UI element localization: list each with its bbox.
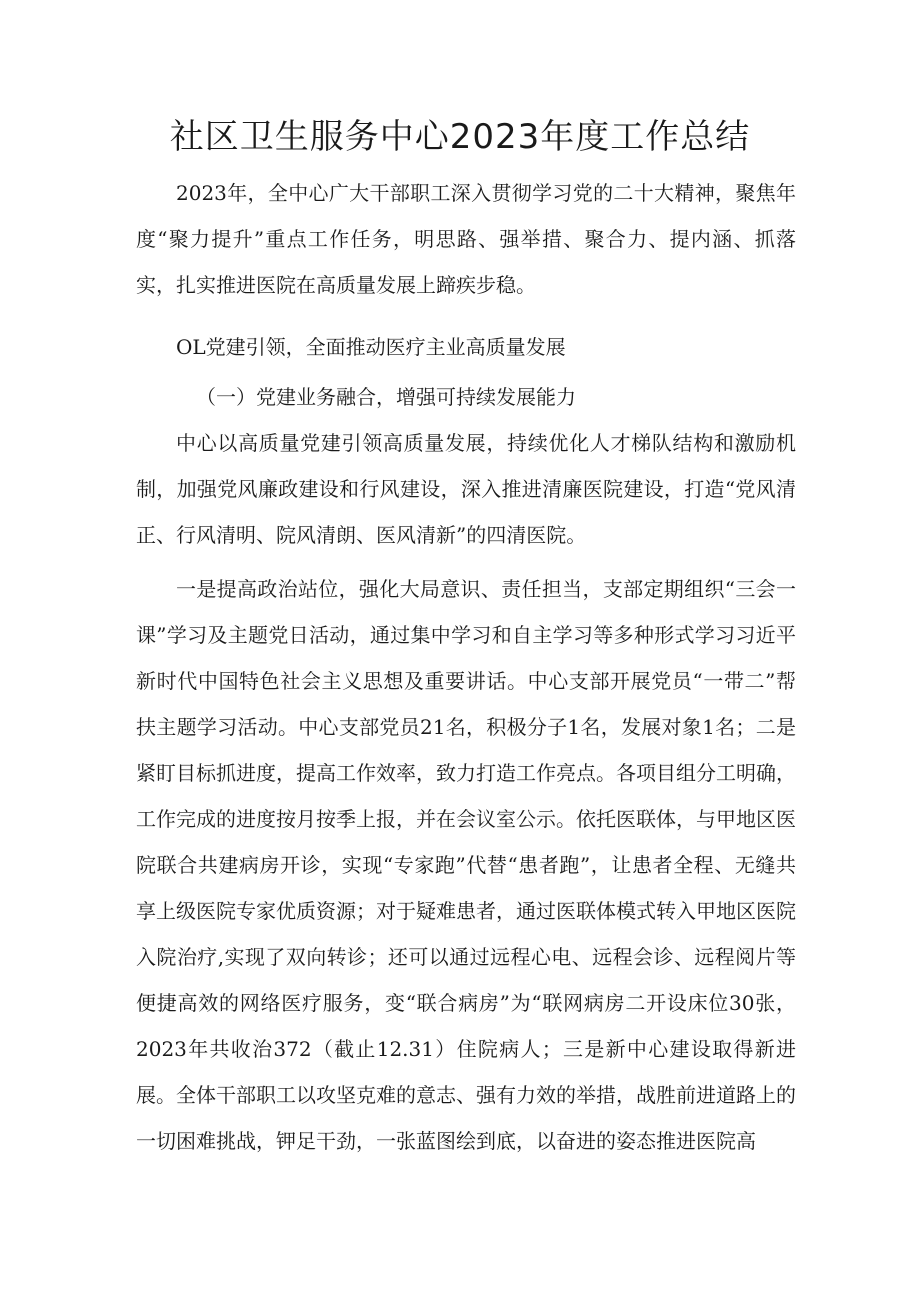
subsection-heading: （一）党建业务融合，增强可持续发展能力 xyxy=(196,385,576,409)
intro-paragraph: 2023年，全中心广大干部职工深入贯彻学习党的二十大精神，聚焦年度“聚力提升”重点工作任务，明思路、强举措、聚合力、提内涵、抓落实，扎实推进医院在高质量发展上蹄疾步稳。 xyxy=(136,181,796,297)
body-paragraph-2: 一是提高政治站位，强化大局意识、责任担当，支部定期组织“三会一课”学习及主题党日活动，通过集中学习和自主学习等多种形式学习习近平新时代中国特色社会主义思想及重要讲话。中心支部开展党员“一带二”帮扶主题学习活动。中心支部党员21名，积极分子1名，发展对象1名；二是紧盯目标抓进度，提高工作效率，致力打造工作亮点。各项目组分工明确，工作完成的进度按月按季上报，并在会议室公示。依托医联体，与甲地区医院联合共建病房开诊，实现“专家跑”代替“患者跑”，让患者全程、无缝共享上级医院专家优质资源；对于疑难患者，通过医联体模式转入甲地区医院入院治疗,实现了双向转诊；还可以通过远程心电、远程会诊、远程阅片等便捷高效的网络医疗服务，变“联合病房”为“联网病房二开设床位30张，2023年共收治372（截止12.31）住院病人；三是新中心建设取得新进展。全体干部职工以攻坚克难的意志、强有力效的举措，战胜前进道路上的一切困难挑战，钾足干劲，一张蓝图绘到底，以奋进的姿态推进医院高 xyxy=(136,577,796,1153)
document-title: 社区卫生服务中心2023年度工作总结 xyxy=(169,117,751,157)
section-heading: OL党建引领，全面推动医疗主业高质量发展 xyxy=(176,335,566,359)
document-body xyxy=(136,170,796,1164)
body-paragraph-1: 中心以高质量党建引领高质量发展，持续优化人才梯队结构和激励机制，加强党风廉政建设和行风建设，深入推进清廉医院建设，打造“党风清正、行风清明、院风清朗、医风清新”的四清医院。 xyxy=(136,431,796,547)
